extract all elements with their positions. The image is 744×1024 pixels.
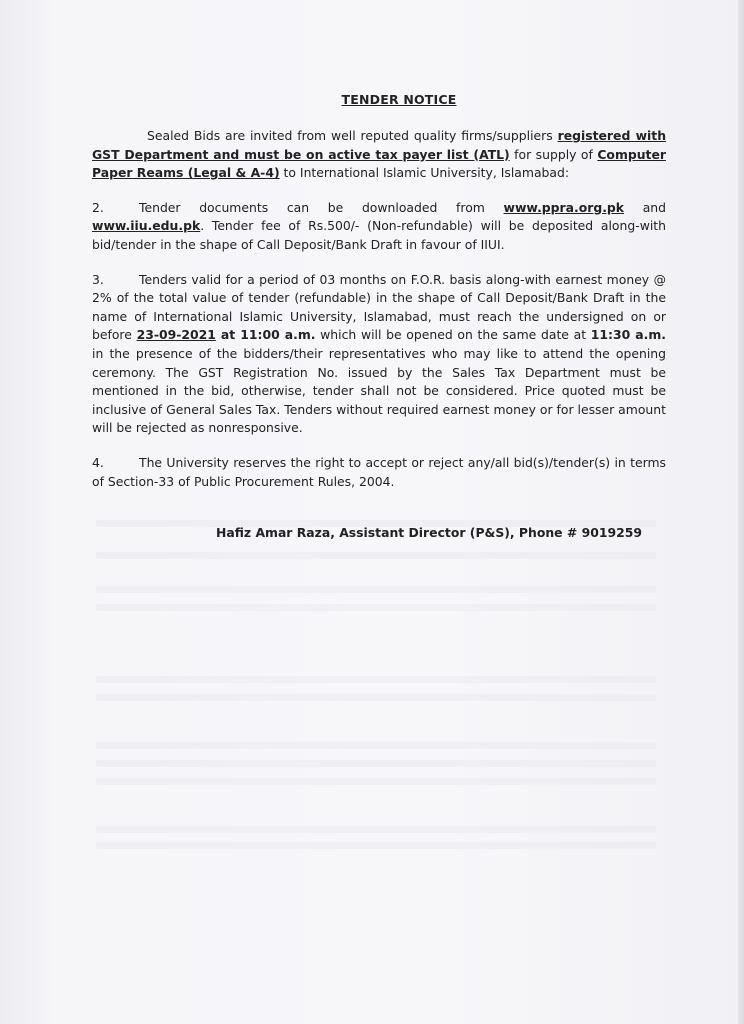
- paragraph-1: [92, 127, 666, 183]
- p3-text: in the presence of the bidders/their representatives who may like to attend the opening ceremony. The GST Registration No. issued by the Sales Tax Department must be mentioned in the bid, otherwise, tender shall not be considered. Price quoted must be inclusive of General Sales Tax. Tenders without required earnest money or for lesser amount will be rejected as nonresponsive.: [92, 345, 666, 436]
- p1-gst-requirement: registered with GST Department and must be on active tax payer list (ATL): [92, 128, 667, 162]
- ppra-link[interactable]: www.ppra.org.pk: [503, 199, 625, 215]
- bleed-through-line: [96, 760, 656, 767]
- bleed-through-line: [96, 694, 656, 701]
- p3-text: Tenders valid for a period of 03 months on F.O.R. basis along-with earnest money @ 2% of the total value of tender (refundable) in the shape of Call Deposit/Bank Draft in the name of International Islamic University, Islamabad, must reach the undersigned on or before: [92, 271, 666, 343]
- bleed-through-line: [96, 742, 656, 749]
- bleed-through-line: [96, 826, 656, 833]
- bleed-through-line: [96, 778, 656, 785]
- paragraph-4: [92, 454, 666, 491]
- signature-line: Hafiz Amar Raza, Assistant Director (P&S), Phone # 9019259: [216, 525, 642, 541]
- p1-item: Computer Paper Reams (Legal & A-4): [92, 146, 666, 181]
- paragraph-number: 3.: [92, 271, 104, 287]
- notice-title: TENDER NOTICE: [341, 92, 457, 107]
- bleed-through-line: [96, 586, 656, 593]
- p3-text: which will be opened on the same date at: [315, 327, 591, 343]
- bleed-through-line: [96, 552, 656, 559]
- bleed-through-line: [96, 842, 656, 849]
- paragraph-2: [92, 199, 666, 255]
- deadline-date: 23-09-2021: [136, 327, 216, 343]
- deadline-time: at 11:00 a.m.: [215, 327, 316, 343]
- iiu-link[interactable]: www.iiu.edu.pk: [92, 218, 201, 234]
- paragraph-number: 4.: [92, 454, 104, 470]
- p2-text: . Tender fee of Rs.500/- (Non-refundable) will be deposited along-with bid/tender in the shape of Call Deposit/Bank Draft in favour of IIUI.: [92, 218, 666, 252]
- paragraph-3: [92, 271, 666, 438]
- page-edge-shadow: [738, 0, 744, 1024]
- p4-text: The University reserves the right to accept or reject any/all bid(s)/tender(s) in terms of Section-33 of Public Procurement Rules, 2004.: [92, 454, 666, 489]
- p1-text: to International Islamic University, Islamabad:: [279, 165, 570, 181]
- bleed-through-line: [96, 604, 656, 611]
- p2-text: and: [624, 199, 667, 215]
- p1-text: for supply of: [509, 146, 598, 162]
- opening-time: 11:30 a.m.: [590, 327, 666, 343]
- bleed-through-line: [96, 676, 656, 683]
- notice-content: [92, 92, 666, 540]
- paragraph-number: 2.: [92, 199, 104, 215]
- p2-text: Tender documents can be downloaded from: [139, 199, 504, 215]
- p1-text: Sealed Bids are invited from well reputed quality firms/suppliers: [147, 128, 558, 143]
